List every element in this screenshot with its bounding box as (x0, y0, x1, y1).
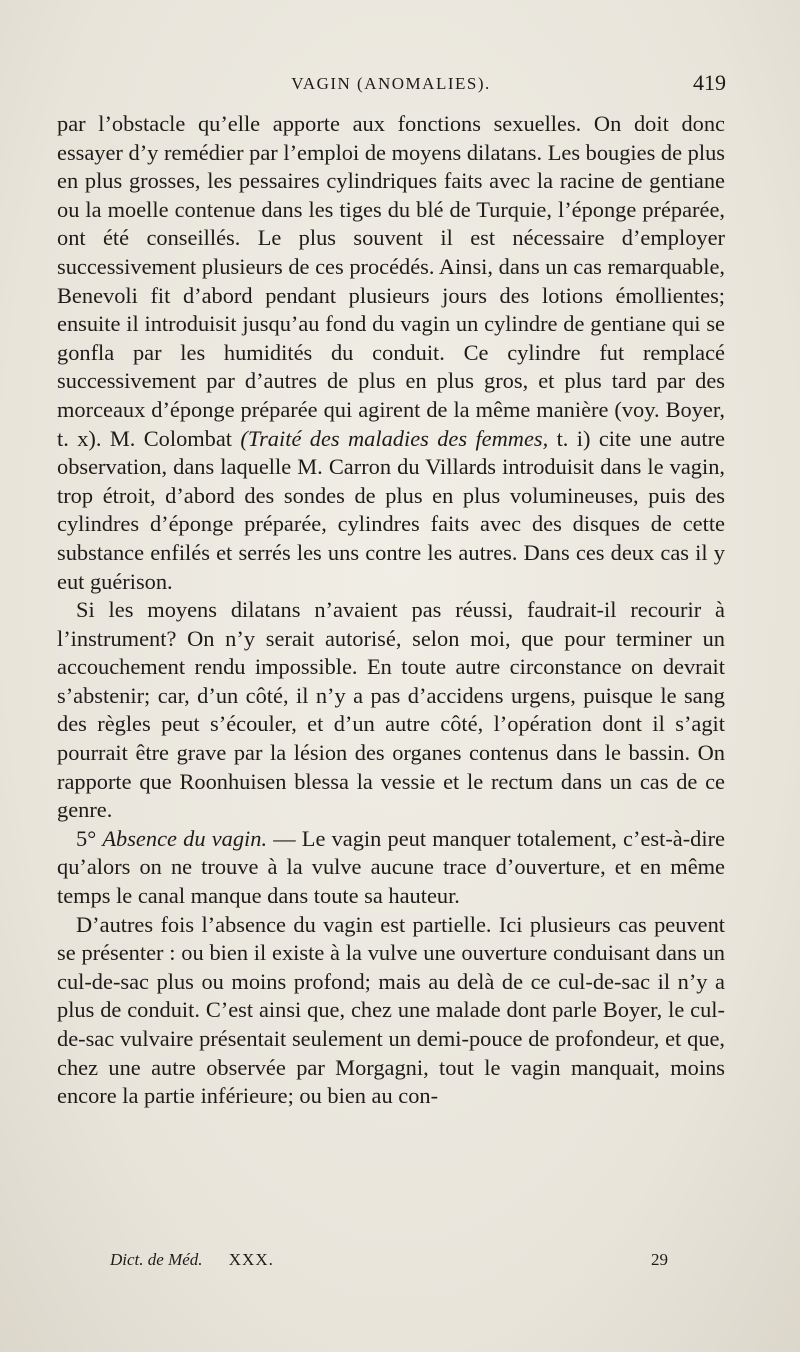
body-text (57, 110, 725, 1111)
signature-volume: XXX. (228, 1250, 274, 1269)
signature-title: Dict. de Méd. (110, 1250, 203, 1269)
paragraph-continuation (57, 110, 725, 596)
section-title: Absence du vagin. (102, 825, 268, 851)
citation-title: (Traité des maladies des femmes, (240, 425, 549, 451)
paragraph-lead-text: par l’obstacle qu’elle apporte aux fonctions sexuelles. On doit donc essayer d’y remédier par l’emploi de moyens dilatans. Les bougies de plus en plus grosses, les pessaires cylindriques faits avec la racine de gentiane ou la moelle contenue dans les tiges du blé de Turquie, l’éponge préparée, ont été conseillés. Le plus souvent il est nécessaire d’employer successivement plusieurs de ces procédés. Ainsi, dans un cas remarquable, Benevoli fit d’abord pendant plusieurs jours des lotions émollientes; ensuite il introduisit jusqu’au fond du vagin un cylindre de gentiane qui se gonfla par les humidités du conduit. Ce cylindre fut remplacé successivement par d’autres de plus en plus gros, et plus tard par des morceaux d’éponge préparée qui agirent de la même manière (voy. Boyer, t. x). M. Colombat (57, 111, 725, 451)
paragraph-absence-heading (57, 825, 725, 911)
signature-number: 29 (651, 1250, 668, 1269)
paragraph-partial-absence: D’autres fois l’absence du vagin est partielle. Ici plusieurs cas peuvent se présenter : ou bien il existe à la vulve une ouverture conduisant dans un cul-de-sac plus ou moins profond; mais au delà de ce cul-de-sac il n’y a plus de conduit. C’est ainsi que, chez une malade dont parle Boyer, le cul-de-sac vulvaire présentait seulement un demi-pouce de profondeur, et que, chez une autre observée par Morgagni, tout le vagin manquait, moins encore la partie inférieure; ou bien au con- (57, 911, 725, 1109)
signature-line (110, 1250, 710, 1270)
page-header (56, 70, 726, 104)
paragraph-instrument: Si les moyens dilatans n’avaient pas réussi, faudrait-il recourir à l’instrument? On n’y serait autorisé, selon moi, que pour terminer un accouchement rendu impossible. En toute autre circonstance on devrait s’abstenir; car, d’un côté, il n’y a pas d’accidens urgens, puisque le sang des règles peut s’écouler, et d’un autre côté, l’opération dont il s’agit pourrait être grave par la lésion des organes contenus dans le bassin. On rapporte que Roonhuisen blessa la vessie et le rectum dans un cas de ce genre. (57, 597, 725, 823)
section-number: 5° (76, 825, 97, 851)
running-title: VAGIN (ANOMALIES). (291, 74, 491, 93)
page-number: 419 (693, 70, 726, 95)
paragraph-rest-text: t. i) cite une autre observation, dans laquelle M. Carron du Villards introduisit dans le vagin, trop étroit, d’abord des sondes de plus en plus volumineuses, puis des cylindres d’éponge préparée, cylindres faits avec des disques de cette substance enfilés et serrés les uns contre les autres. Dans ces deux cas il y eut guérison. (57, 425, 725, 594)
section-text: — Le vagin peut manquer totalement, c’est-à-dire qu’alors on ne trouve à la vulve aucune trace d’ouverture, et en même temps le canal manque dans toute sa hauteur. (57, 825, 725, 909)
